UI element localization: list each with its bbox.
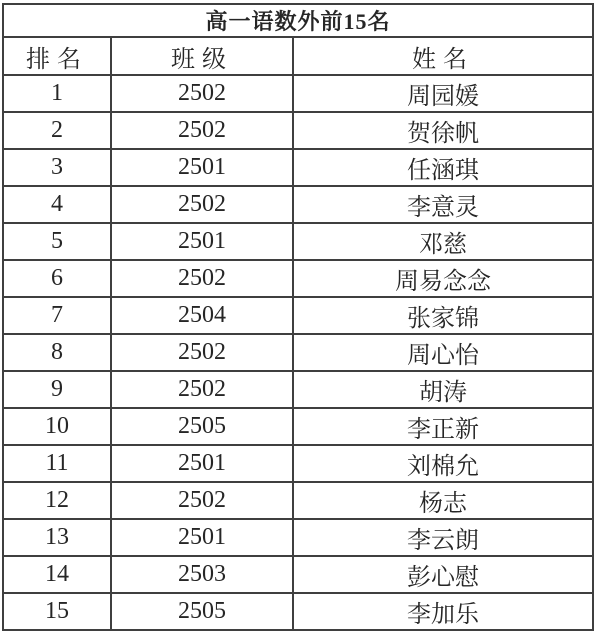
name-cell: 周心怡 xyxy=(293,334,593,371)
rank-cell: 4 xyxy=(3,186,111,223)
table-row xyxy=(3,149,593,186)
ranking-table xyxy=(2,3,594,631)
name-cell: 邓慈 xyxy=(293,223,593,260)
rank-cell: 7 xyxy=(3,297,111,334)
class-cell: 2502 xyxy=(111,482,293,519)
class-cell: 2504 xyxy=(111,297,293,334)
name-cell: 彭心慰 xyxy=(293,556,593,593)
table-row xyxy=(3,556,593,593)
rank-cell: 11 xyxy=(3,445,111,482)
header-class: 班级 xyxy=(111,37,293,75)
name-cell: 刘棉允 xyxy=(293,445,593,482)
table-row xyxy=(3,408,593,445)
class-cell: 2502 xyxy=(111,186,293,223)
rank-cell: 3 xyxy=(3,149,111,186)
table-title: 高一语数外前15名 xyxy=(3,4,593,37)
rank-cell: 12 xyxy=(3,482,111,519)
class-cell: 2505 xyxy=(111,593,293,630)
table-row xyxy=(3,334,593,371)
rank-cell: 13 xyxy=(3,519,111,556)
rank-cell: 5 xyxy=(3,223,111,260)
table-row xyxy=(3,371,593,408)
table-row xyxy=(3,445,593,482)
class-cell: 2502 xyxy=(111,260,293,297)
table-row xyxy=(3,186,593,223)
rank-cell: 15 xyxy=(3,593,111,630)
table-row xyxy=(3,593,593,630)
table-head xyxy=(3,4,593,75)
name-cell: 贺徐帆 xyxy=(293,112,593,149)
table-row xyxy=(3,482,593,519)
name-cell: 张家锦 xyxy=(293,297,593,334)
table-row xyxy=(3,519,593,556)
table-body xyxy=(3,75,593,630)
rank-cell: 8 xyxy=(3,334,111,371)
rank-cell: 9 xyxy=(3,371,111,408)
class-cell: 2505 xyxy=(111,408,293,445)
name-cell: 任涵琪 xyxy=(293,149,593,186)
name-cell: 周园媛 xyxy=(293,75,593,112)
name-cell: 胡涛 xyxy=(293,371,593,408)
rank-cell: 14 xyxy=(3,556,111,593)
name-cell: 李意灵 xyxy=(293,186,593,223)
table-row xyxy=(3,112,593,149)
class-cell: 2501 xyxy=(111,445,293,482)
rank-cell: 2 xyxy=(3,112,111,149)
class-cell: 2502 xyxy=(111,334,293,371)
class-cell: 2503 xyxy=(111,556,293,593)
title-row xyxy=(3,4,593,37)
table-row xyxy=(3,260,593,297)
header-rank: 排名 xyxy=(3,37,111,75)
name-cell: 李加乐 xyxy=(293,593,593,630)
table-row xyxy=(3,297,593,334)
header-name: 姓名 xyxy=(293,37,593,75)
name-cell: 李正新 xyxy=(293,408,593,445)
table-row xyxy=(3,223,593,260)
class-cell: 2501 xyxy=(111,519,293,556)
class-cell: 2501 xyxy=(111,149,293,186)
name-cell: 周易念念 xyxy=(293,260,593,297)
rank-cell: 1 xyxy=(3,75,111,112)
class-cell: 2502 xyxy=(111,75,293,112)
class-cell: 2501 xyxy=(111,223,293,260)
rank-cell: 6 xyxy=(3,260,111,297)
name-cell: 李云朗 xyxy=(293,519,593,556)
header-row xyxy=(3,37,593,75)
class-cell: 2502 xyxy=(111,112,293,149)
table-row xyxy=(3,75,593,112)
rank-cell: 10 xyxy=(3,408,111,445)
name-cell: 杨志 xyxy=(293,482,593,519)
class-cell: 2502 xyxy=(111,371,293,408)
